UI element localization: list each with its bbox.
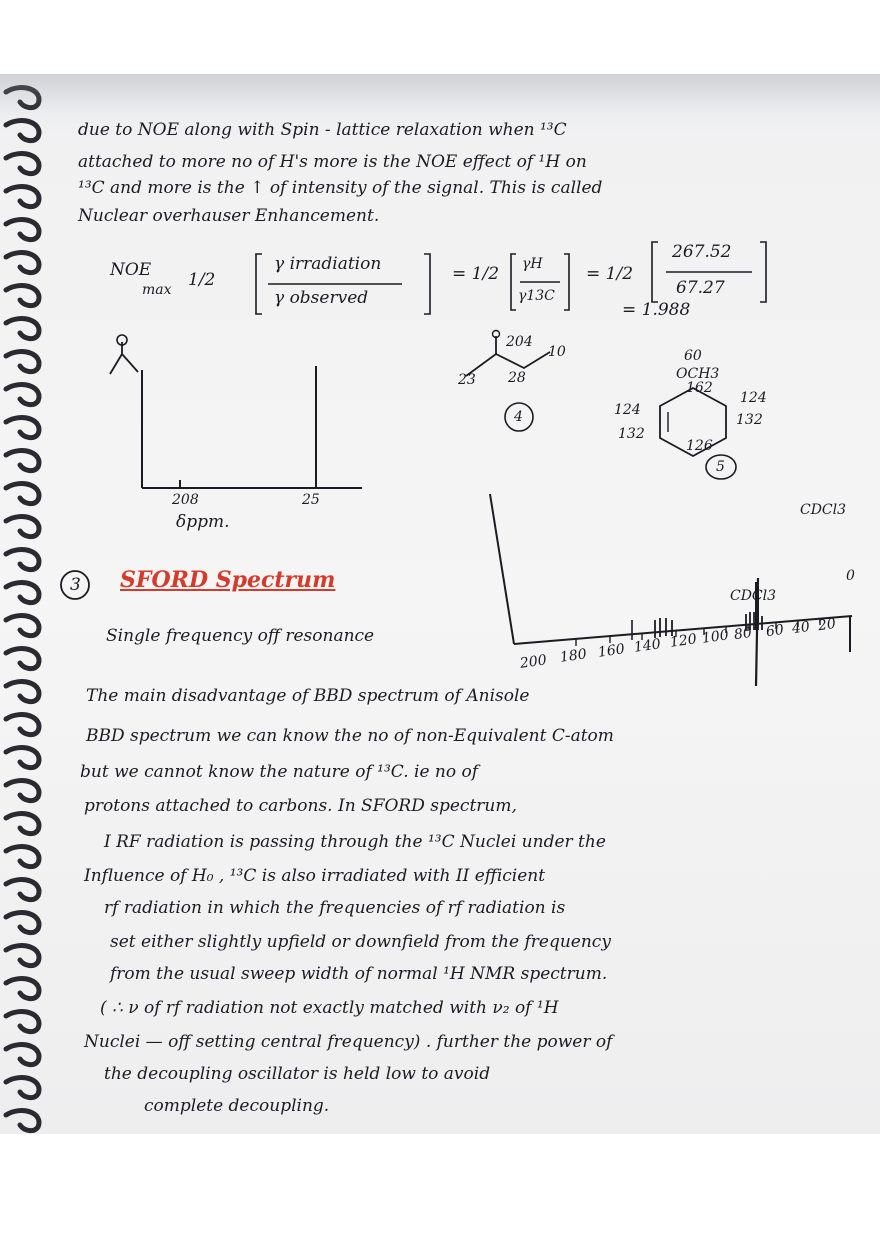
spiral-ring <box>6 1078 39 1098</box>
solvent-label: CDCl3 <box>800 502 847 518</box>
spiral-ring <box>6 352 39 372</box>
tms-label: 0 <box>846 568 855 584</box>
noe-result: = 1.988 <box>622 300 691 320</box>
body-line-10: ( ∴ ν of rf radiation not exactly matched with ν₂ of ¹H <box>100 998 559 1018</box>
och3-group: OCH3 <box>676 366 720 382</box>
structure-number-5: 5 <box>716 459 725 475</box>
spiral-ring <box>6 451 39 471</box>
spiral-ring <box>6 385 39 405</box>
tick-180: 180 <box>559 646 588 666</box>
noe-max-subscript: max <box>142 282 172 298</box>
spiral-ring <box>6 880 39 900</box>
cdcl3-peak-label: CDCl3 <box>730 588 777 604</box>
formula-half: 1/2 <box>188 270 216 290</box>
tick-60: 60 <box>764 621 785 641</box>
tick-140: 140 <box>633 636 662 656</box>
body-line-8: set either slightly upfield or downfield from the frequency <box>110 932 611 952</box>
tick-40: 40 <box>790 618 811 638</box>
spiral-ring <box>6 979 39 999</box>
tick-20: 20 <box>816 615 837 635</box>
body-line-7: rf radiation in which the frequencies of rf radiation is <box>104 898 566 918</box>
ring-shift-132-right: 132 <box>736 412 763 428</box>
spiral-ring <box>6 583 39 603</box>
ratio-numerator: γ irradiation <box>274 254 382 274</box>
formula-eq-2: = 1/2 <box>586 264 634 284</box>
spiral-ring <box>6 715 39 735</box>
tick-200: 200 <box>519 652 548 672</box>
spiral-ring <box>6 121 39 141</box>
shift-28: 28 <box>508 370 526 386</box>
spectrum-1 <box>130 360 370 500</box>
gamma-h: γH <box>522 256 543 272</box>
formula-bracket-2 <box>508 250 578 320</box>
gamma-h-value: 267.52 <box>672 242 732 262</box>
body-line-2: BBD spectrum we can know the no of non-Equivalent C-atom <box>86 726 614 746</box>
spiral-ring <box>6 814 39 834</box>
spiral-ring <box>6 319 39 339</box>
body-line-3: but we cannot know the nature of ¹³C. ie no of <box>80 762 479 782</box>
body-line-13: complete decoupling. <box>144 1096 330 1116</box>
axis-label-ppm: δppm. <box>176 512 230 532</box>
spiral-ring <box>6 220 39 240</box>
intro-line-1: due to NOE along with Spin - lattice relaxation when ¹³C <box>78 120 567 140</box>
spiral-ring <box>6 88 39 108</box>
body-line-1: The main disadvantage of BBD spectrum of Anisole <box>86 686 530 706</box>
tick-80: 80 <box>732 624 753 644</box>
spiral-ring <box>6 418 39 438</box>
spiral-ring <box>6 781 39 801</box>
ring-shift-126: 126 <box>686 438 713 454</box>
intro-line-2: attached to more no of H's more is the NOE effect of ¹H on <box>78 152 587 172</box>
notebook-page-photo <box>0 74 880 1134</box>
body-line-4: protons attached to carbons. In SFORD spectrum, <box>84 796 517 816</box>
ring-shift-124-right: 124 <box>740 390 767 406</box>
formula-eq-1: = 1/2 <box>452 264 500 284</box>
ring-shift-132-left: 132 <box>618 426 645 442</box>
shift-204: 204 <box>506 334 533 350</box>
spiral-ring <box>6 649 39 669</box>
intro-line-4: Nuclear overhauser Enhancement. <box>78 206 380 226</box>
section-subtitle: Single frequency off resonance <box>106 626 375 646</box>
spiral-ring <box>6 1012 39 1032</box>
spiral-ring <box>6 253 39 273</box>
gamma-13c: γ13C <box>518 288 555 304</box>
spiral-ring <box>6 847 39 867</box>
spiral-ring <box>6 748 39 768</box>
spiral-ring <box>6 517 39 537</box>
intro-line-3: ¹³C and more is the ↑ of intensity of the signal. This is called <box>78 178 603 198</box>
spiral-ring <box>6 550 39 570</box>
spiral-ring <box>6 946 39 966</box>
spiral-ring <box>6 913 39 933</box>
section-number: 3 <box>70 575 81 595</box>
spiral-ring <box>6 1045 39 1065</box>
section-title: SFORD Spectrum <box>120 567 336 593</box>
spiral-ring <box>6 484 39 504</box>
peak-label-25: 25 <box>302 492 320 508</box>
spiral-ring <box>6 187 39 207</box>
spiral-ring <box>6 286 39 306</box>
spiral-ring <box>6 616 39 636</box>
spiral-ring <box>6 682 39 702</box>
body-line-11: Nuclei — off setting central frequency) . further the power of <box>84 1032 613 1052</box>
structure-number-4: 4 <box>514 409 523 425</box>
body-line-12: the decoupling oscillator is held low to avoid <box>104 1064 491 1084</box>
gamma-c-value: 67.27 <box>676 278 725 298</box>
shift-23: 23 <box>458 372 476 388</box>
spiral-ring <box>6 1111 39 1131</box>
tick-100: 100 <box>701 627 730 647</box>
ratio-denominator: γ observed <box>274 288 369 308</box>
body-line-5: I RF radiation is passing through the ¹³C Nuclei under the <box>104 832 606 852</box>
body-line-6: Influence of H₀ , ¹³C is also irradiated with II efficient <box>84 866 546 886</box>
spiral-ring <box>6 154 39 174</box>
och3-shift: 60 <box>684 348 702 364</box>
tick-120: 120 <box>669 631 698 651</box>
body-line-9: from the usual sweep width of normal ¹H NMR spectrum. <box>110 964 608 984</box>
spiral-binding <box>0 74 60 1134</box>
shift-10: 10 <box>548 344 566 360</box>
tick-160: 160 <box>597 641 626 661</box>
ring-shift-124-left: 124 <box>614 402 641 418</box>
noe-label: NOE <box>110 260 152 280</box>
peak-label-208: 208 <box>172 492 199 508</box>
ipso-shift: 162 <box>686 380 713 396</box>
